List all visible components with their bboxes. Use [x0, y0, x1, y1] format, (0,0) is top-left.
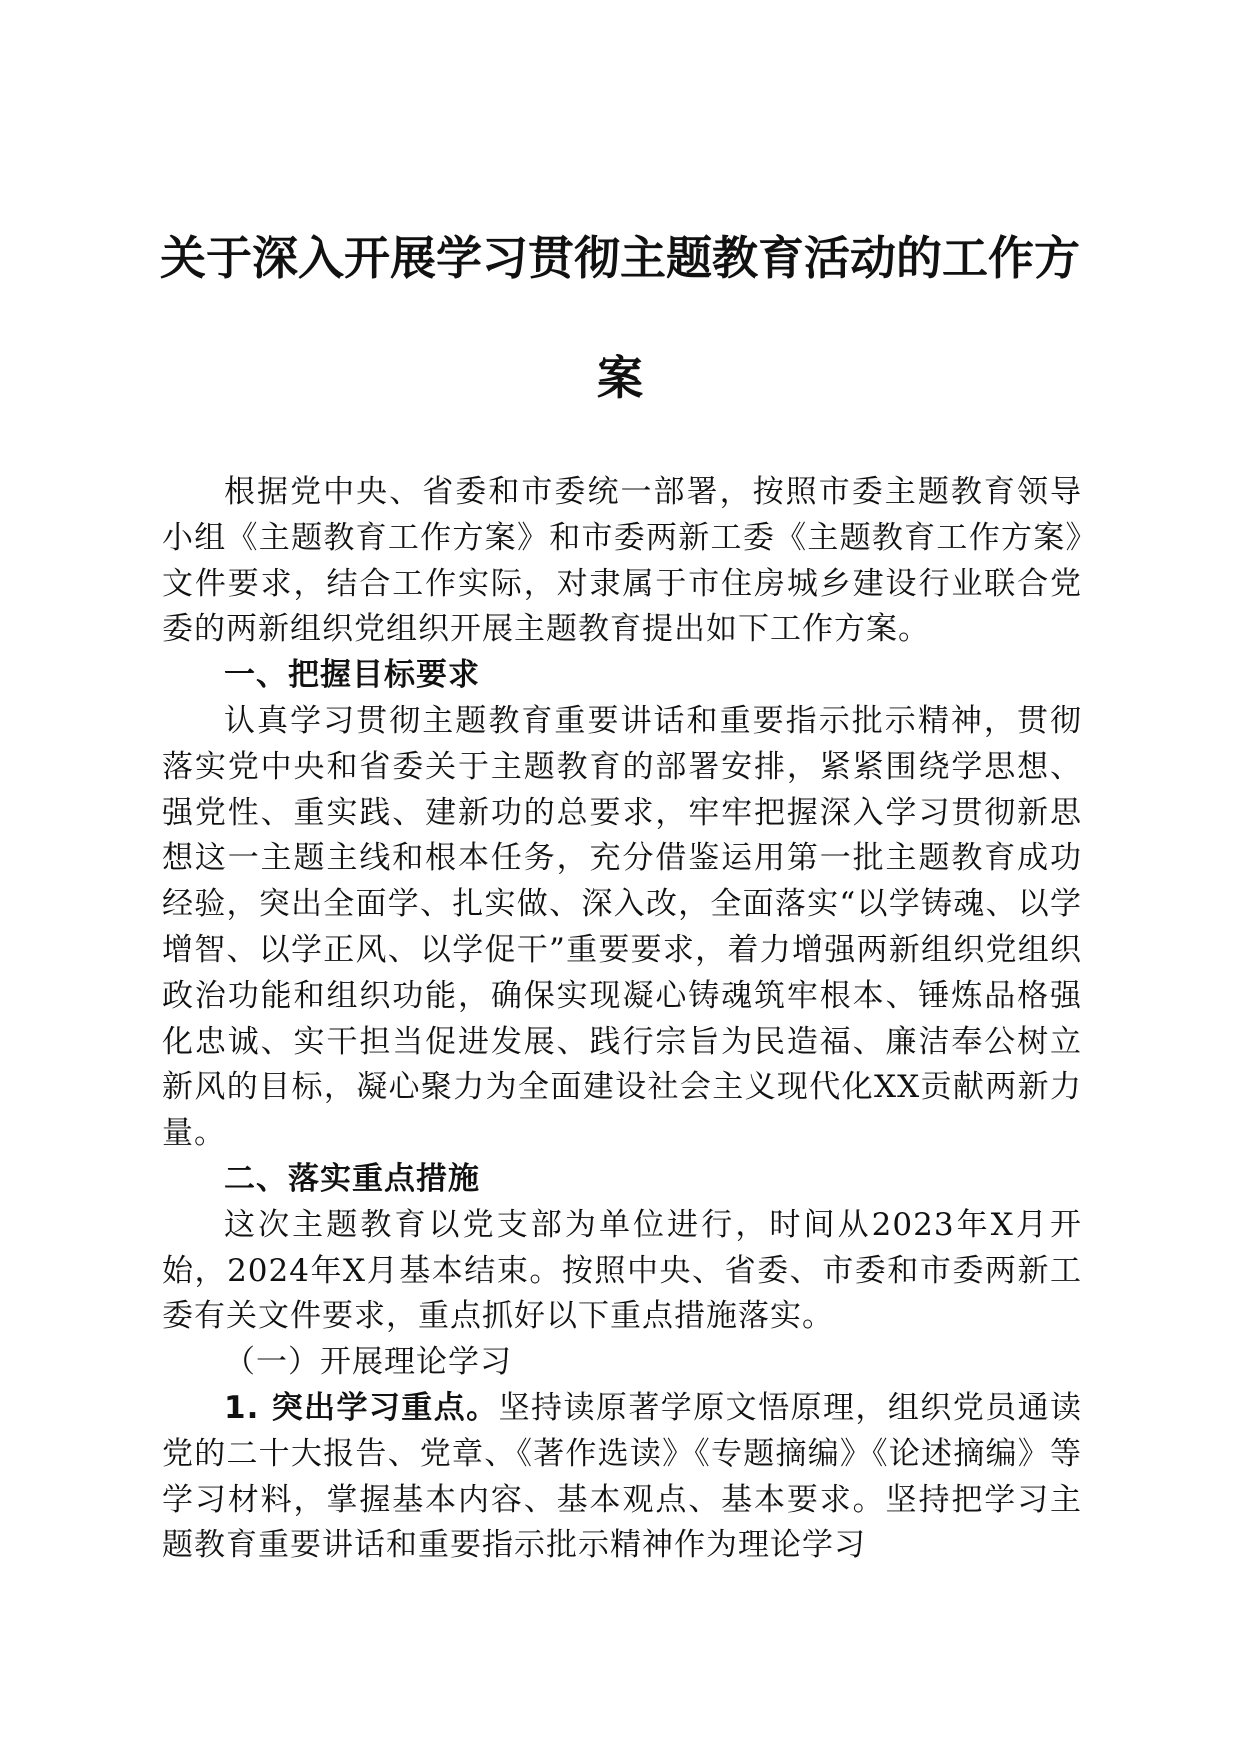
- document-body: [162, 470, 1082, 1569]
- section-2-heading: 二、落实重点措施: [224, 1160, 480, 1197]
- item-1-text: 坚持读原著学原文悟原理，组织党员通读党的二十大报告、党章、《著作选读》《专题摘编》《论述摘编》等学习材料，掌握基本内容、基本观点、基本要求。坚持把学习主题教育重要讲话和重要指示批示精神作为理论学习: [162, 1389, 1083, 1564]
- section-2-paragraph: 这次主题教育以党支部为单位进行，时间从2023年X月开始，2024年X月基本结束。按照中央、省委、市委和市委两新工委有关文件要求，重点抓好以下重点措施落实。: [162, 1206, 1082, 1335]
- item-1-paragraph: [162, 1386, 1082, 1569]
- section-1-heading: 一、把握目标要求: [224, 657, 480, 694]
- section-1-paragraph: 认真学习贯彻主题教育重要讲话和重要指示批示精神，贯彻落实党中央和省委关于主题教育的部署安排，紧紧围绕学思想、强党性、重实践、建新功的总要求，牢牢把握深入学习贯彻新思想这一主题主线和根本任务，充分借鉴运用第一批主题教育成功经验，突出全面学、扎实做、深入改，全面落实“以学铸魂、以学增智、以学正风、以学促干”重要要求，着力增强两新组织党组织政治功能和组织功能，确保实现凝心铸魂筑牢根本、锤炼品格强化忠诚、实干担当促进发展、践行宗旨为民造福、廉洁奉公树立新风的目标，凝心聚力为全面建设社会主义现代化XX贡献两新力量。: [162, 702, 1082, 1152]
- document-title-line-1: 关于深入开展学习贯彻主题教育活动的工作方: [160, 231, 1080, 285]
- document-title-line-2: 案: [597, 351, 643, 405]
- intro-paragraph: 根据党中央、省委和市委统一部署，按照市委主题教育领导小组《主题教育工作方案》和市委两新工委《主题教育工作方案》文件要求，结合工作实际，对隶属于市住房城乡建设行业联合党委的两新组织党组织开展主题教育提出如下工作方案。: [162, 474, 1082, 648]
- subsection-1-heading: （一）开展理论学习: [224, 1344, 512, 1381]
- item-1-lead: 1. 突出学习重点。: [224, 1389, 499, 1426]
